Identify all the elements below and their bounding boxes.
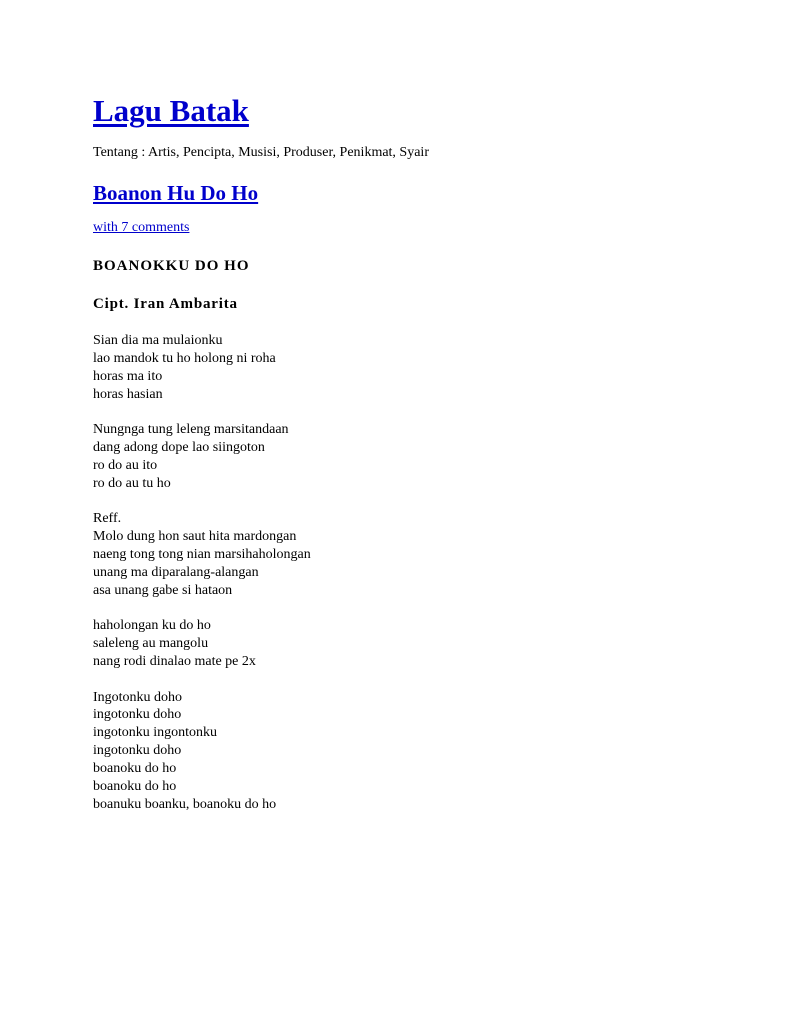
- lyric-line: Reff.: [93, 511, 122, 527]
- document-page: [93, 92, 733, 831]
- lyric-line: horas hasian: [93, 386, 163, 402]
- lyric-line: ingotonku doho: [93, 707, 182, 723]
- stanza-5: [93, 689, 733, 814]
- lyric-line: dang adong dope lao siingoton: [93, 440, 265, 456]
- lyric-line: ingotonku doho: [93, 743, 182, 759]
- lyrics: [93, 332, 733, 814]
- lyric-line: boanoku do ho: [93, 779, 177, 795]
- lyric-line: ingotonku ingontonku: [93, 725, 218, 741]
- lyric-line: lao mandok tu ho holong ni roha: [93, 350, 276, 366]
- lyric-line: Sian dia ma mulaionku: [93, 333, 223, 348]
- lyric-line: Ingotonku doho: [93, 689, 183, 705]
- song-title: BOANOKKU DO HO: [93, 258, 250, 274]
- lyric-line: asa unang gabe si hataon: [93, 582, 233, 598]
- lyric-line: ro do au ito: [93, 457, 158, 473]
- lyric-line: haholongan ku do ho: [93, 618, 211, 634]
- post-title-link[interactable]: Boanon Hu Do Ho: [93, 181, 259, 205]
- stanza-reff: [93, 510, 733, 600]
- blog-tagline: Tentang : Artis, Pencipta, Musisi, Produser, Penikmat, Syair: [93, 145, 429, 160]
- stanza-1: [93, 332, 733, 404]
- lyric-line: naeng tong tong nian marsihaholongan: [93, 547, 311, 563]
- lyric-line: horas ma ito: [93, 368, 163, 384]
- lyric-line: boanoku do ho: [93, 761, 177, 777]
- lyric-line: ro do au tu ho: [93, 475, 171, 491]
- comments-link[interactable]: with 7 comments: [93, 220, 190, 235]
- lyric-line: boanuku boanku, boanoku do ho: [93, 796, 277, 812]
- lyric-line: Nungnga tung leleng marsitandaan: [93, 422, 289, 438]
- blog-title-link[interactable]: Lagu Batak: [93, 93, 249, 128]
- stanza-2: [93, 421, 733, 493]
- lyric-line: nang rodi dinalao mate pe 2x: [93, 654, 256, 670]
- lyric-line: unang ma diparalang-alangan: [93, 564, 259, 580]
- composer-credit: Cipt. Iran Ambarita: [93, 296, 238, 312]
- lyric-line: Molo dung hon saut hita mardongan: [93, 529, 297, 545]
- stanza-4: [93, 617, 733, 671]
- lyric-line: saleleng au mangolu: [93, 636, 209, 652]
